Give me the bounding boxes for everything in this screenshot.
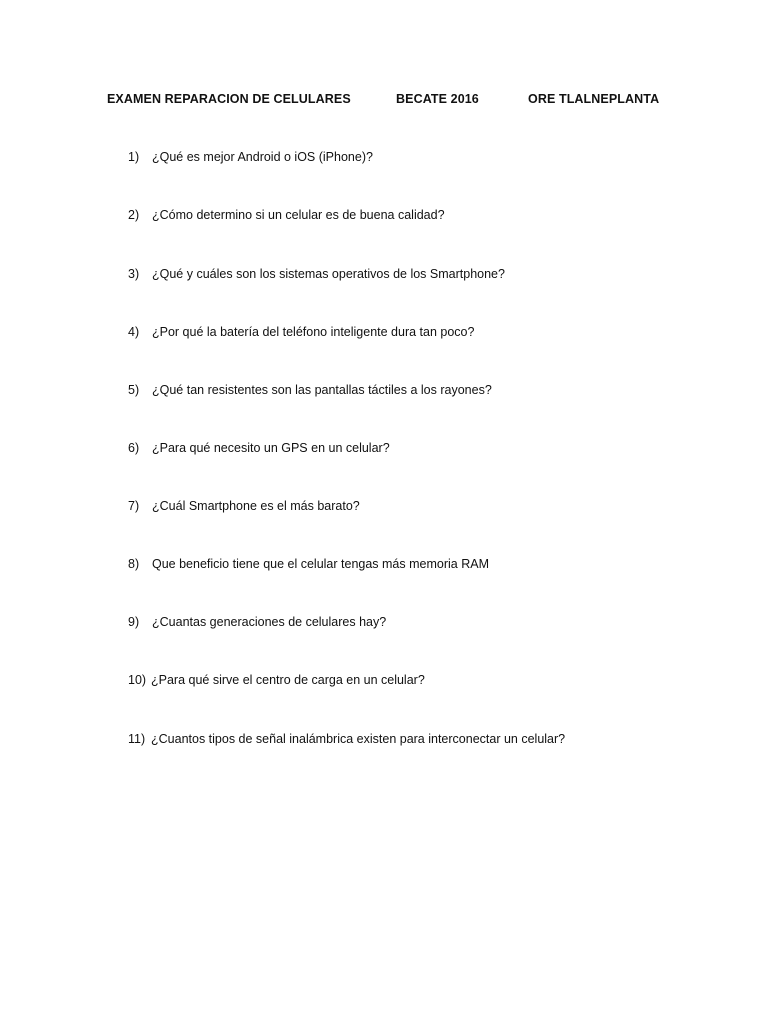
question-text: Que beneficio tiene que el celular tengas más memoria RAM xyxy=(152,557,489,571)
question-text: ¿Qué tan resistentes son las pantallas táctiles a los rayones? xyxy=(152,383,492,397)
location-label: ORE TLALNEPLANTA xyxy=(528,92,660,106)
question-number: 9) xyxy=(128,615,140,629)
program-label: BECATE 2016 xyxy=(396,92,479,106)
question-text: ¿Cómo determino si un celular es de buena calidad? xyxy=(152,208,445,222)
question-text: ¿Por qué la batería del teléfono inteligente dura tan poco? xyxy=(152,325,475,339)
question-number: 3) xyxy=(128,267,140,281)
question-number: 8) xyxy=(128,557,140,571)
question-number: 1) xyxy=(128,150,140,164)
question-number: 10) xyxy=(128,673,147,687)
question-number: 4) xyxy=(128,325,140,339)
question-text: ¿Cuál Smartphone es el más barato? xyxy=(152,499,360,513)
exam-title: EXAMEN REPARACION DE CELULARES xyxy=(107,92,351,106)
question-text: ¿Qué es mejor Android o iOS (iPhone)? xyxy=(152,150,373,164)
question-text: ¿Qué y cuáles son los sistemas operativos de los Smartphone? xyxy=(152,267,505,281)
question-number: 6) xyxy=(128,441,140,455)
question-text: ¿Cuantos tipos de señal inalámbrica existen para interconectar un celular? xyxy=(151,732,566,746)
question-number: 2) xyxy=(128,208,140,222)
question-number: 11) xyxy=(128,732,146,746)
question-number: 5) xyxy=(128,383,140,397)
exam-header xyxy=(107,92,667,110)
question-text: ¿Para qué necesito un GPS en un celular? xyxy=(152,441,390,455)
question-text: ¿Para qué sirve el centro de carga en un celular? xyxy=(151,673,425,687)
question-text: ¿Cuantas generaciones de celulares hay? xyxy=(152,615,387,629)
question-number: 7) xyxy=(128,499,140,513)
